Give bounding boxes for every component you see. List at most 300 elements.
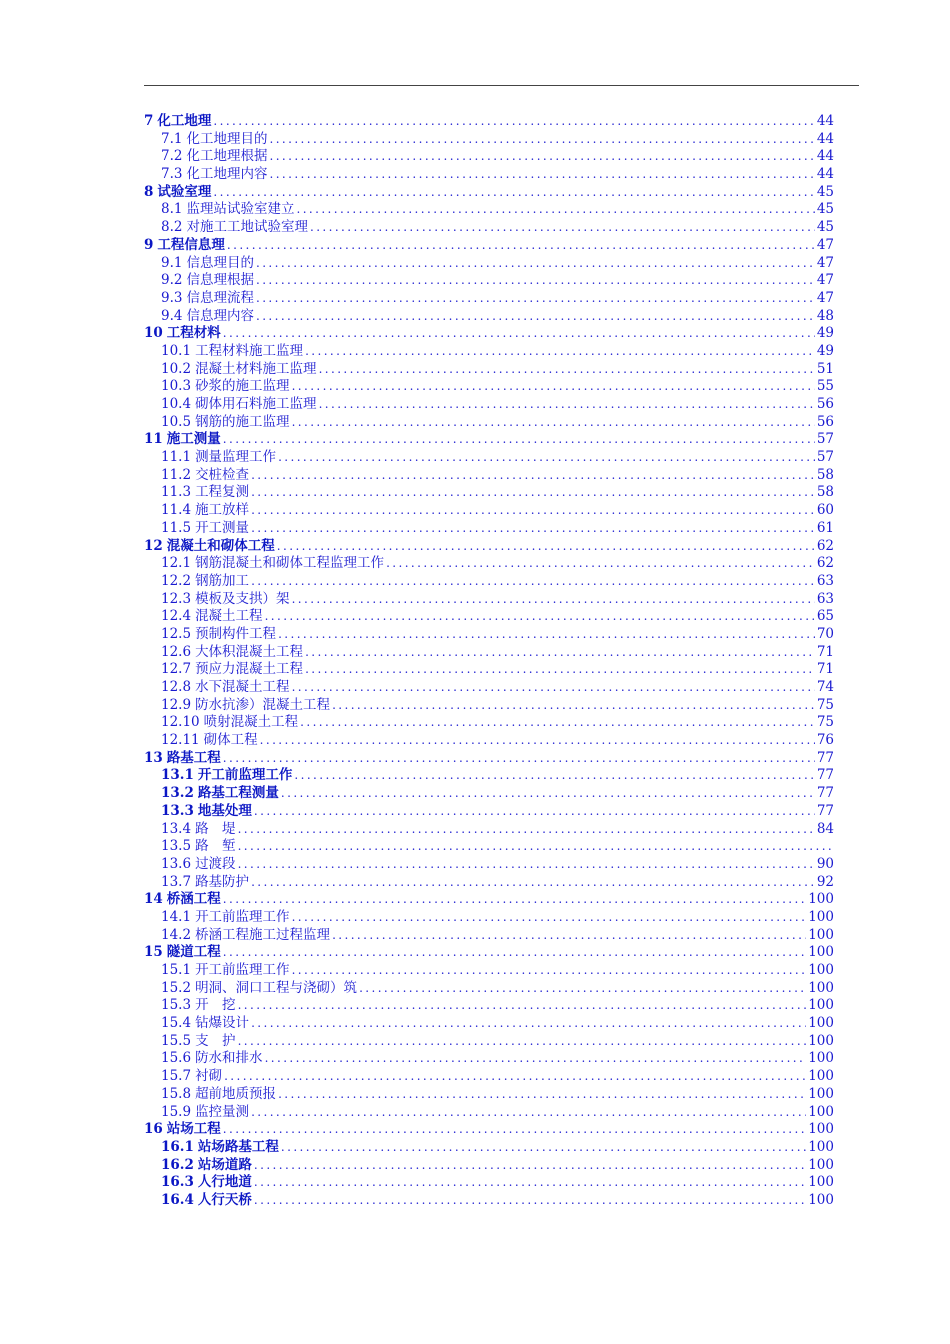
toc-entry-page: 55 [816, 378, 834, 395]
toc-dot-leader [213, 113, 814, 131]
toc-entry-title: 砌体工程 [203, 732, 258, 749]
toc-entry-title: 施工测量 [166, 431, 221, 448]
toc-entry-page: 56 [816, 396, 834, 412]
toc-entry[interactable] [144, 927, 834, 945]
toc-entry[interactable] [144, 555, 834, 573]
toc-entry-number: 9.1 [161, 254, 183, 271]
toc-entry[interactable] [144, 113, 834, 131]
toc-entry-page: 100 [808, 1121, 834, 1138]
toc-dot-leader [319, 361, 815, 379]
toc-entry[interactable] [144, 1192, 834, 1210]
toc-entry-title: 工程信息理 [157, 236, 225, 253]
toc-entry[interactable] [144, 591, 834, 609]
toc-entry-number: 10.1 [161, 342, 192, 359]
toc-entry-page: 62 [816, 537, 834, 554]
toc-entry[interactable] [144, 148, 834, 166]
toc-entry[interactable] [144, 661, 834, 679]
toc-entry-title: 桥涵工程 [166, 891, 221, 908]
toc-dot-leader [227, 237, 815, 255]
toc-entry[interactable] [144, 874, 834, 892]
toc-entry-page: 45 [816, 201, 834, 218]
toc-entry[interactable] [144, 201, 834, 219]
toc-entry-number: 13.6 [161, 855, 192, 872]
toc-entry-number: 9 [144, 236, 154, 253]
toc-entry[interactable] [144, 414, 834, 432]
toc-dot-leader [254, 1157, 806, 1175]
toc-entry[interactable] [144, 308, 834, 326]
toc-entry-number: 10.4 [161, 396, 192, 412]
toc-entry-title: 工程材料 [166, 325, 221, 342]
toc-dot-leader [254, 1174, 806, 1192]
toc-entry-number: 12.6 [161, 643, 192, 660]
toc-entry-number: 11.3 [161, 484, 192, 501]
toc-entry-page: 60 [816, 502, 834, 519]
toc-entry[interactable] [144, 732, 834, 750]
toc-dot-leader [269, 166, 814, 184]
toc-entry-number: 9.3 [161, 289, 183, 306]
toc-entry[interactable] [144, 697, 834, 715]
toc-entry-title: 支 护 [195, 1032, 236, 1049]
toc-entry-page: 44 [816, 166, 834, 183]
toc-entry-title: 路基防护 [195, 873, 250, 890]
toc-dot-leader [292, 962, 807, 980]
toc-entry-number: 8.1 [161, 201, 183, 218]
toc-entry-page: 100 [808, 1032, 834, 1049]
toc-dot-leader [238, 1033, 807, 1051]
toc-entry-page: 77 [816, 802, 834, 819]
toc-entry-number: 16.4 [161, 1191, 194, 1208]
toc-dot-leader [269, 131, 814, 149]
toc-dot-leader [305, 343, 815, 361]
toc-entry-number: 16.2 [161, 1156, 194, 1173]
toc-dot-leader [278, 1086, 806, 1104]
toc-entry-title: 交桩检查 [195, 466, 250, 483]
toc-entry-number: 15 [144, 944, 163, 961]
toc-entry-number: 8 [144, 183, 154, 200]
toc-dot-leader [310, 219, 815, 237]
toc-entry-page: 77 [816, 785, 834, 802]
toc-dot-leader [238, 838, 832, 856]
toc-dot-leader [332, 697, 815, 715]
toc-entry-number: 14.2 [161, 926, 192, 943]
toc-dot-leader [292, 909, 807, 927]
toc-entry[interactable] [144, 1086, 834, 1104]
toc-entry[interactable] [144, 573, 834, 591]
toc-dot-leader [265, 608, 815, 626]
toc-dot-leader [260, 732, 815, 750]
toc-entry-number: 12.3 [161, 590, 192, 607]
toc-dot-leader [238, 856, 815, 874]
toc-entry[interactable] [144, 944, 834, 962]
toc-entry[interactable] [144, 980, 834, 998]
toc-entry-number: 10 [144, 325, 163, 342]
toc-entry-title: 化工地理内容 [186, 166, 268, 183]
toc-entry-title: 地基处理 [197, 802, 252, 819]
toc-entry-number: 11 [144, 431, 163, 448]
toc-dot-leader [223, 750, 815, 768]
toc-entry-page: 48 [816, 307, 834, 324]
toc-entry-title: 路基工程 [166, 749, 221, 766]
toc-entry[interactable] [144, 467, 834, 485]
toc-entry-title: 路 堑 [195, 838, 236, 855]
toc-dot-leader [281, 1139, 806, 1157]
toc-entry[interactable] [144, 361, 834, 379]
toc-dot-leader [238, 997, 807, 1015]
toc-entry[interactable] [144, 520, 834, 538]
toc-entry[interactable] [144, 484, 834, 502]
toc-entry-page: 57 [816, 449, 834, 466]
toc-entry[interactable] [144, 714, 834, 732]
toc-entry-number: 7.1 [161, 130, 183, 147]
toc-entry[interactable] [144, 1139, 834, 1157]
toc-dot-leader [292, 378, 815, 396]
toc-dot-leader [251, 1015, 806, 1033]
toc-entry-title: 水下混凝土工程 [195, 679, 290, 695]
toc-entry[interactable] [144, 184, 834, 202]
toc-entry-number: 10.2 [161, 360, 192, 377]
toc-entry-page: 100 [808, 926, 834, 943]
toc-entry-page: 62 [816, 555, 834, 572]
toc-entry[interactable] [144, 785, 834, 803]
toc-entry[interactable] [144, 396, 834, 414]
toc-entry-number: 15.7 [161, 1068, 192, 1085]
toc-entry[interactable] [144, 626, 834, 644]
toc-entry[interactable] [144, 1121, 834, 1139]
toc-entry-title: 钢筋加工 [195, 572, 250, 589]
toc-entry-page: 92 [816, 873, 834, 890]
toc-entry-title: 预应力混凝土工程 [195, 661, 304, 678]
toc-entry-number: 10.5 [161, 413, 192, 430]
toc-entry[interactable] [144, 891, 834, 909]
toc-dot-leader [269, 148, 814, 166]
toc-entry-page: 100 [808, 1015, 834, 1032]
toc-entry-number: 14.1 [161, 908, 192, 925]
toc-entry-number: 13.5 [161, 838, 192, 855]
toc-entry-number: 16.3 [161, 1174, 194, 1191]
toc-dot-leader [278, 626, 815, 644]
toc-entry-page: 100 [808, 1085, 834, 1102]
toc-entry[interactable] [144, 272, 834, 290]
toc-entry-page: 100 [808, 962, 834, 978]
toc-entry-title: 信息理目的 [186, 254, 254, 271]
toc-dot-leader [292, 414, 815, 432]
toc-entry-page: 100 [808, 1068, 834, 1085]
toc-entry-page: 70 [816, 625, 834, 642]
toc-entry-page: 47 [816, 236, 834, 253]
toc-entry-title: 信息理流程 [186, 289, 254, 306]
toc-entry-page: 49 [816, 325, 834, 342]
toc-entry-page: 100 [808, 1103, 834, 1120]
toc-dot-leader [251, 502, 815, 520]
toc-entry-title: 信息理内容 [186, 307, 254, 324]
toc-entry-title: 钻爆设计 [195, 1015, 250, 1032]
toc-dot-leader [251, 520, 815, 538]
toc-entry-title: 路基工程测量 [197, 785, 279, 802]
toc-entry-title: 混凝土和砌体工程 [166, 537, 275, 554]
toc-dot-leader [251, 573, 815, 591]
toc-entry-number: 12.1 [161, 555, 192, 572]
toc-entry-page: 100 [808, 979, 834, 996]
toc-entry-number: 16.1 [161, 1138, 194, 1155]
toc-entry[interactable] [144, 750, 834, 768]
toc-entry-number: 12.11 [161, 732, 200, 749]
toc-entry-title: 过渡段 [195, 855, 236, 872]
toc-entry-number: 16 [144, 1121, 163, 1138]
toc-entry[interactable] [144, 290, 834, 308]
toc-dot-leader [223, 891, 806, 909]
toc-entry-page: 84 [816, 820, 834, 837]
toc-entry-number: 12.5 [161, 625, 192, 642]
toc-entry-page: 100 [808, 1156, 834, 1173]
toc-entry-number: 15.6 [161, 1050, 192, 1067]
toc-entry-number: 15.3 [161, 997, 192, 1014]
toc-entry[interactable] [144, 679, 834, 697]
toc-entry-page: 71 [816, 643, 834, 660]
toc-entry-page: 58 [816, 484, 834, 501]
toc-dot-leader [305, 661, 815, 679]
toc-entry-number: 12.9 [161, 696, 192, 713]
toc-dot-leader [294, 767, 814, 785]
toc-entry[interactable] [144, 166, 834, 184]
toc-entry-page: 51 [816, 360, 834, 377]
toc-dot-leader [223, 431, 815, 449]
toc-entry[interactable] [144, 449, 834, 467]
toc-entry[interactable] [144, 1104, 834, 1122]
toc-entry[interactable] [144, 255, 834, 273]
toc-entry-number: 9.4 [161, 307, 183, 324]
header-rule [144, 85, 859, 86]
toc-entry-title: 站场道路 [197, 1156, 252, 1173]
toc-entry-page: 44 [816, 130, 834, 147]
toc-entry[interactable] [144, 237, 834, 255]
toc-entry-page: 77 [816, 749, 834, 766]
toc-entry[interactable] [144, 431, 834, 449]
toc-entry-number: 13.4 [161, 820, 192, 837]
toc-dot-leader [223, 325, 815, 343]
toc-entry[interactable] [144, 1068, 834, 1086]
toc-entry-number: 15.8 [161, 1085, 192, 1102]
toc-entry-title: 站场路基工程 [197, 1138, 279, 1155]
toc-entry-number: 12.10 [161, 714, 200, 731]
toc-entry[interactable] [144, 856, 834, 874]
toc-entry-title: 监理站试验室建立 [186, 201, 295, 218]
toc-dot-leader [224, 1068, 806, 1086]
toc-entry-title: 开工测量 [195, 519, 250, 536]
toc-entry-number: 12 [144, 537, 163, 554]
toc-entry-page: 45 [816, 183, 834, 200]
toc-entry-page: 44 [816, 113, 834, 129]
toc-dot-leader [256, 290, 815, 308]
toc-entry-page: 44 [816, 148, 834, 165]
toc-entry-title: 砂浆的施工监理 [195, 378, 290, 395]
toc-dot-leader [251, 467, 815, 485]
toc-dot-leader [300, 714, 815, 732]
toc-entry[interactable] [144, 538, 834, 556]
toc-dot-leader [251, 1104, 806, 1122]
toc-dot-leader [251, 874, 815, 892]
toc-entry-number: 13.1 [161, 767, 194, 784]
toc-entry-number: 15.4 [161, 1015, 192, 1032]
toc-entry-page: 100 [808, 1174, 834, 1191]
toc-entry-title: 开 挖 [195, 997, 236, 1014]
toc-entry-title: 钢筋的施工监理 [195, 413, 290, 430]
toc-entry-number: 13.3 [161, 802, 194, 819]
toc-entry-page: 61 [816, 519, 834, 536]
toc-entry-number: 8.2 [161, 219, 183, 236]
toc-entry-number: 11.5 [161, 519, 192, 536]
toc-entry-title: 站场工程 [166, 1121, 221, 1138]
toc-entry[interactable] [144, 838, 834, 856]
toc-entry-title: 化工地理 [157, 113, 212, 129]
toc-entry-title: 大体积混凝土工程 [195, 643, 304, 660]
toc-entry-page: 57 [816, 431, 834, 448]
toc-entry-number: 7.2 [161, 148, 183, 165]
toc-entry-title: 信息理根据 [186, 272, 254, 289]
toc-entry-page: 47 [816, 289, 834, 306]
toc-entry-page: 47 [816, 254, 834, 271]
toc-entry-page: 75 [816, 696, 834, 713]
toc-dot-leader [281, 785, 815, 803]
toc-entry-number: 13.2 [161, 785, 194, 802]
toc-entry[interactable] [144, 343, 834, 361]
toc-entry-title: 人行地道 [197, 1174, 252, 1191]
toc-entry-title: 化工地理根据 [186, 148, 268, 165]
toc-entry-page: 100 [808, 944, 834, 961]
toc-entry-page: 77 [816, 767, 834, 784]
toc-entry-page: 100 [808, 1050, 834, 1067]
toc-entry-page: 71 [816, 661, 834, 678]
toc-entry-page: 75 [816, 714, 834, 731]
toc-dot-leader [292, 679, 815, 697]
toc-entry-page: 100 [808, 908, 834, 925]
toc-entry-title: 工程材料施工监理 [195, 342, 304, 359]
toc-entry-number: 11.4 [161, 502, 192, 519]
toc-entry[interactable] [144, 131, 834, 149]
toc-entry-title: 钢筋混凝土和砌体工程监理工作 [195, 555, 385, 572]
toc-entry-title: 明洞、洞口工程与浇砌）筑 [195, 979, 358, 996]
toc-entry-number: 12.4 [161, 608, 192, 625]
table-of-contents [144, 113, 834, 1210]
toc-entry[interactable] [144, 502, 834, 520]
toc-entry-title: 对施工工地试验室理 [186, 219, 308, 236]
toc-entry[interactable] [144, 997, 834, 1015]
toc-entry-title: 预制构件工程 [195, 625, 277, 642]
toc-entry[interactable] [144, 219, 834, 237]
toc-entry-title: 模板及支拱）架 [195, 590, 290, 607]
toc-dot-leader [223, 944, 806, 962]
toc-entry-title: 试验室理 [157, 183, 212, 200]
toc-entry-page: 45 [816, 219, 834, 236]
toc-entry[interactable] [144, 821, 834, 839]
toc-entry-number: 15.1 [161, 962, 192, 978]
toc-entry-title: 超前地质预报 [195, 1085, 277, 1102]
toc-dot-leader [256, 255, 815, 273]
toc-dot-leader [254, 1192, 806, 1210]
toc-entry-number: 15.9 [161, 1103, 192, 1120]
toc-entry-number: 12.2 [161, 572, 192, 589]
toc-entry[interactable] [144, 1050, 834, 1068]
toc-entry-number: 7 [144, 113, 154, 129]
toc-entry-title: 人行天桥 [197, 1191, 252, 1208]
toc-entry-page: 58 [816, 466, 834, 483]
toc-dot-leader [254, 803, 815, 821]
toc-entry-title: 衬砌 [195, 1068, 223, 1085]
toc-dot-leader [359, 980, 806, 998]
toc-entry-number: 13.7 [161, 873, 192, 890]
toc-entry-title: 开工前监理工作 [195, 962, 290, 978]
toc-dot-leader [238, 821, 815, 839]
toc-entry-page: 49 [816, 342, 834, 359]
toc-entry-page: 100 [808, 891, 834, 908]
toc-entry-number: 12.8 [161, 679, 192, 695]
toc-entry[interactable] [144, 767, 834, 785]
toc-entry-page: 74 [816, 679, 834, 695]
toc-entry-page: 76 [816, 732, 834, 749]
toc-entry[interactable] [144, 378, 834, 396]
toc-dot-leader [292, 591, 815, 609]
toc-entry[interactable] [144, 803, 834, 821]
toc-dot-leader [256, 308, 815, 326]
toc-entry-title: 防水抗渗）混凝土工程 [195, 696, 331, 713]
toc-entry-number: 11.1 [161, 449, 192, 466]
toc-entry-title: 开工前监理工作 [197, 767, 293, 784]
toc-dot-leader [305, 644, 815, 662]
toc-dot-leader [256, 272, 815, 290]
toc-dot-leader [332, 927, 806, 945]
toc-entry[interactable] [144, 1033, 834, 1051]
toc-entry-page: 63 [816, 590, 834, 607]
toc-entry[interactable] [144, 962, 834, 980]
toc-entry[interactable] [144, 325, 834, 343]
toc-dot-leader [296, 201, 814, 219]
toc-entry-page: 100 [808, 1138, 834, 1155]
toc-entry[interactable] [144, 644, 834, 662]
toc-entry-title: 开工前监理工作 [195, 908, 290, 925]
toc-entry-title: 桥涵工程施工过程监理 [195, 926, 331, 943]
toc-entry-title: 路 堤 [195, 820, 236, 837]
toc-entry-title: 混凝土工程 [195, 608, 263, 625]
toc-entry-title: 砌体用石料施工监理 [195, 396, 317, 412]
toc-entry-page: 100 [808, 1191, 834, 1208]
toc-entry-title: 混凝土材料施工监理 [195, 360, 317, 377]
toc-entry-number: 15.2 [161, 979, 192, 996]
toc-dot-leader [223, 1121, 806, 1139]
toc-entry[interactable] [144, 909, 834, 927]
toc-entry-title: 喷射混凝土工程 [203, 714, 299, 731]
toc-entry-number: 13 [144, 749, 163, 766]
toc-dot-leader [278, 449, 815, 467]
toc-entry-title: 工程复测 [195, 484, 250, 501]
toc-entry[interactable] [144, 1174, 834, 1192]
toc-dot-leader [251, 484, 815, 502]
toc-dot-leader [277, 538, 815, 556]
toc-entry-page: 56 [816, 413, 834, 430]
toc-entry-number: 15.5 [161, 1032, 192, 1049]
toc-entry-number: 14 [144, 891, 163, 908]
toc-entry[interactable] [144, 608, 834, 626]
toc-dot-leader [319, 396, 815, 414]
toc-entry-title: 测量监理工作 [195, 449, 277, 466]
toc-entry-page: 100 [808, 997, 834, 1014]
toc-entry-title: 防水和排水 [195, 1050, 263, 1067]
toc-entry[interactable] [144, 1157, 834, 1175]
toc-entry-page: 90 [816, 855, 834, 872]
toc-entry-title: 施工放样 [195, 502, 250, 519]
toc-entry[interactable] [144, 1015, 834, 1033]
toc-entry-page: 47 [816, 272, 834, 289]
toc-entry-number: 11.2 [161, 466, 192, 483]
toc-entry-number: 9.2 [161, 272, 183, 289]
